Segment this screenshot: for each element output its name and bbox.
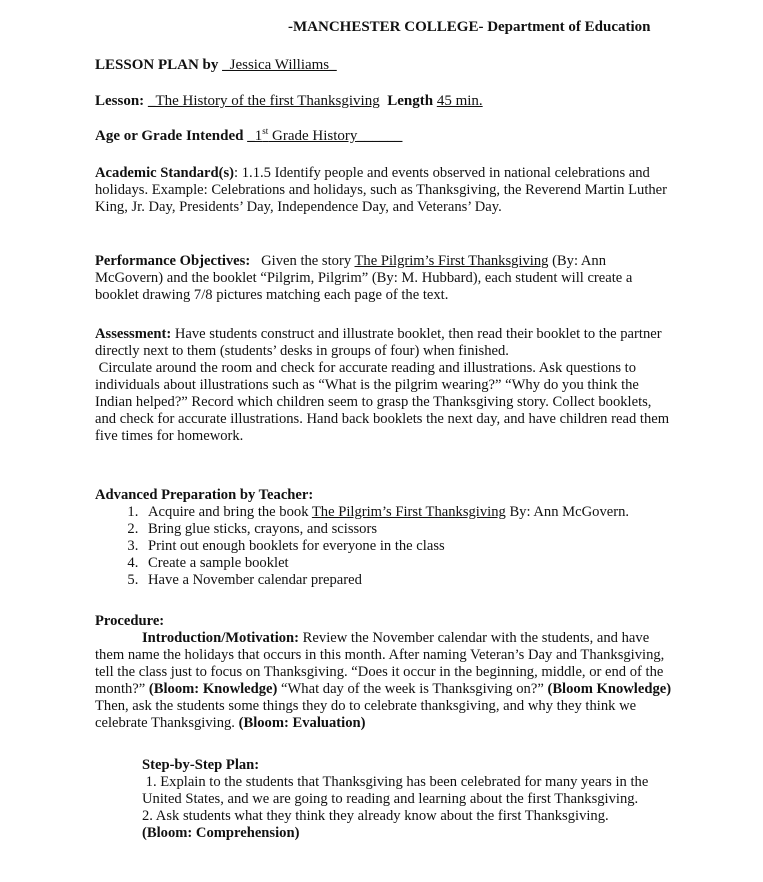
lesson-title: _The History of the first Thanksgiving	[147, 93, 380, 109]
step-1: 1. Explain to the students that Thanksgiving has been celebrated for many years in the United States, and we are going to reading and learning about the first Thanksgiving.	[142, 774, 652, 807]
assessment-section: Assessment: Have students construct and illustrate booklet, then read their booklet to the partner directly next to them (students’ desks in groups of four) when finished. Circulate around the room and check for accurate reading and illustrations. Ask questions to individuals about illustrations such as “What is the pilgrim wearing?” “Why do you think the Indian helped?” Record which children seem to grasp the Thanksgiving story. Collect booklets, and check for accurate illustrations. Hand back booklets the next day, and have children read them five times for homework.	[95, 326, 673, 444]
step-by-step-plan	[142, 757, 672, 842]
list-item: 1. Acquire and bring the book The Pilgrim’s First Thanksgiving By: Ann McGovern.	[142, 504, 702, 521]
performance-objectives-label: Performance Objectives:	[95, 253, 251, 269]
author-name: _Jessica Williams_	[222, 57, 337, 73]
length-value: 45 min.	[436, 93, 483, 109]
preparation-list	[95, 504, 702, 589]
list-item: 4. Create a sample booklet	[142, 555, 702, 572]
lesson-label: Lesson:	[95, 93, 145, 109]
grade-line	[95, 128, 402, 145]
author-label: LESSON PLAN by	[95, 57, 219, 73]
intro-label: Introduction/Motivation:	[142, 630, 300, 646]
step-plan-label: Step-by-Step Plan:	[142, 757, 260, 773]
performance-objectives-section: Performance Objectives: Given the story The Pilgrim’s First Thanksgiving (By: Ann McGovern) and the booklet “Pilgrim, Pilgrim” (By: M. Hubbard), each student will create a booklet drawing 7/8 pictures matching each page of the text.	[95, 253, 633, 303]
bloom-comprehension: (Bloom: Comprehension)	[142, 825, 300, 841]
list-item: 2. Bring glue sticks, crayons, and scissors	[142, 521, 702, 538]
grade-value: _1st Grade History______	[247, 126, 403, 144]
lesson-plan-author-line	[95, 57, 337, 74]
academic-standards-label: Academic Standard(s)	[95, 165, 235, 181]
academic-standards-text: : 1.1.5 Identify people and events observed in national celebrations and holidays. Example: Celebrations and holidays, such as Thanksgiving, the Reverend Martin Luther King, Jr. Day, Presidents’ Day, Independence Day, and Veterans’ Day.	[95, 165, 668, 215]
document-header: -MANCHESTER COLLEGE- Department of Education	[288, 19, 651, 35]
lesson-title-line	[95, 93, 483, 110]
book-title: The Pilgrim’s First Thanksgiving	[354, 253, 549, 269]
list-item: 3. Print out enough booklets for everyone in the class	[142, 538, 702, 555]
list-item: 5. Have a November calendar prepared	[142, 572, 702, 589]
procedure-section: Procedure: Introduction/Motivation: Review the November calendar with the students, and have them name the holidays that occurs in this month. After naming Veteran’s Day and Thanksgiving, tell the class just to focus on Thanksgiving. “Does it occur in the beginning, middle, or end of the month?” (Bloom: Knowledge) “What day of the week is Thanksgiving on?” (Bloom Knowledge) Then, ask the students some things they do to celebrate thanksgiving, and why they think we celebrate Thanksgiving. (Bloom: Evaluation)	[95, 613, 672, 731]
procedure-label: Procedure:	[95, 613, 165, 629]
assessment-label: Assessment:	[95, 326, 172, 342]
grade-label: Age or Grade Intended	[95, 128, 244, 144]
step-2: 2. Ask students what they think they already know about the first Thanksgiving.	[142, 808, 609, 824]
academic-standards-section	[95, 165, 673, 216]
length-label: Length	[387, 93, 434, 109]
advanced-preparation-heading: Advanced Preparation by Teacher:	[95, 487, 314, 503]
